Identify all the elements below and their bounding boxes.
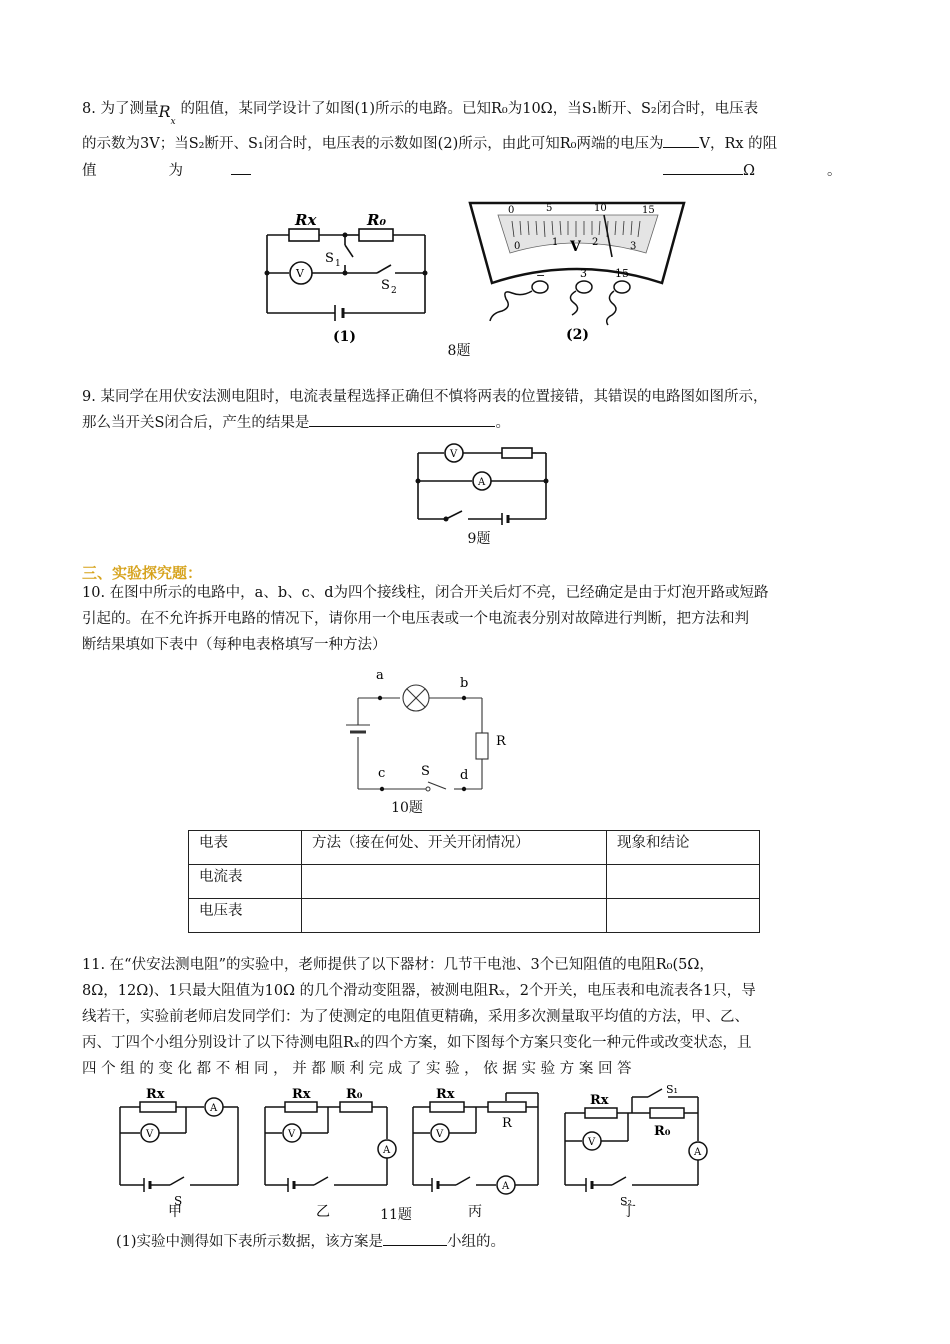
svg-text:R₀: R₀	[346, 1087, 363, 1102]
q9-ammeter-label: A	[478, 477, 486, 488]
svg-text:5: 5	[546, 203, 553, 214]
q11-sub-1: (1)实验中测得如下表所示数据，该方案是 小组的。	[116, 1229, 902, 1255]
dial-unit-label: V	[570, 239, 581, 255]
table-header-cell: 电表	[189, 831, 302, 865]
q10-answer-table	[188, 830, 760, 933]
q10-caption: 10题	[391, 800, 423, 816]
svg-text:S₂: S₂	[620, 1195, 632, 1208]
q8-line-3: 值 为 Ω 。	[82, 158, 868, 184]
svg-text:15: 15	[642, 205, 655, 216]
q8-line-2: 的示数为3V；当S₂断开、S₁闭合时，电压表的示数如图(2)所示，由此可知R₀两端的电压为 V，Rx 的阻	[82, 131, 868, 157]
q9-caption: 9题	[467, 531, 491, 547]
svg-text:Rx: Rx	[292, 1087, 311, 1102]
scheme-label-ding: 丁	[622, 1204, 636, 1220]
q10-line-3: 断结果填如下表中（每种电表格填写一种方法）	[82, 637, 387, 653]
fig1-r0-label: R₀	[367, 211, 387, 229]
q11-line-4: 丙、丁四个小组分别设计了以下待测电阻Rₓ的四个方案，如下图每个方案只变化一种元件或改变状态，且	[82, 1035, 752, 1051]
q8-line1-rest: 的阻值，某同学设计了如图(1)所示的电路。已知R₀为10Ω，当S₁断开、S₂闭合时，电压表	[180, 101, 759, 117]
q8-blank-rx[interactable]	[663, 160, 743, 175]
svg-text:10: 10	[594, 203, 607, 214]
q9-line-1: 9. 某同学在用伏安法测电阻时，电流表量程选择正确但不慎将两表的位置接错，其错误的电路图如图所示，	[82, 389, 768, 405]
q8-caption: 8题	[447, 343, 471, 359]
fig1-s2-label: S	[381, 278, 390, 293]
q8-blank-voltage[interactable]	[663, 133, 699, 148]
answer-cell-ammeter-method[interactable]	[302, 865, 607, 899]
fig1-rx-label: Rx	[295, 211, 317, 229]
q9-line-2: 那么当开关S闭合后，产生的结果是 。	[82, 410, 868, 436]
svg-text:Rx: Rx	[590, 1093, 609, 1108]
fig1-voltmeter-label: V	[296, 267, 304, 280]
answer-cell-voltmeter-result[interactable]	[607, 899, 760, 933]
q8-blank-rx-short[interactable]	[231, 160, 251, 175]
section-heading: 三、实验探究题：	[82, 564, 203, 582]
terminal-d-label: d	[460, 768, 469, 783]
svg-text:V: V	[146, 1129, 154, 1140]
q11-line-5: 四 个 组 的 变 化 都 不 相 同 ， 并 都 顺 利 完 成 了 实 验 ， 依 据 实 验 方 案 回 答	[82, 1061, 632, 1077]
svg-text:3: 3	[630, 241, 637, 252]
q10-line-1: 10. 在图中所示的电路中，a、b、c、d为四个接线柱，闭合开关后灯不亮，已经确定是由于灯泡开路或短路	[82, 585, 769, 601]
table-header-cell: 方法（接在何处、开关开闭情况）	[302, 831, 607, 865]
q9-answer-blank[interactable]	[309, 412, 495, 427]
svg-text:0: 0	[514, 241, 521, 252]
switch-s-label: S	[421, 764, 430, 779]
svg-text:A: A	[694, 1147, 702, 1158]
scheme-label-bing: 丙	[468, 1204, 482, 1220]
svg-text:R: R	[502, 1116, 512, 1131]
answer-cell-voltmeter-method[interactable]	[302, 899, 607, 933]
svg-text:2: 2	[592, 237, 599, 248]
q11-line-1: 11. 在“伏安法测电阻”的实验中，老师提供了以下器材：几节干电池、3个已知阻值的电阻R₀(5Ω，	[82, 957, 714, 973]
answer-cell-ammeter-result[interactable]	[607, 865, 760, 899]
q11-circuit-diagrams	[110, 1085, 710, 1220]
svg-text:3: 3	[580, 267, 587, 280]
q11-sub1-blank[interactable]	[383, 1231, 447, 1246]
svg-text:0: 0	[508, 205, 515, 216]
svg-text:S₁: S₁	[666, 1083, 678, 1096]
q11-line-2: 8Ω，12Ω)、1只最大阻值为10Ω 的几个滑动变阻器，被测电阻Rₓ，2个开关，电压表和电流表各1只，导	[82, 983, 756, 999]
q8-circuit-diagram	[255, 205, 440, 345]
fig1-caption: (1)	[333, 329, 356, 345]
scheme-label-yi: 乙	[316, 1204, 330, 1220]
svg-text:15: 15	[615, 267, 629, 280]
terminal-a-label: a	[376, 668, 384, 683]
svg-text:R₀: R₀	[654, 1124, 671, 1139]
q9-circuit-diagram	[412, 437, 552, 529]
terminal-c-label: c	[378, 766, 386, 781]
svg-text:V: V	[588, 1137, 596, 1148]
table-header-row	[189, 831, 760, 865]
q10-line-2: 引起的。在不允许拆开电路的情况下，请你用一个电压表或一个电流表分别对故障进行判断，把方法和判	[82, 611, 749, 627]
table-header-cell: 现象和结论	[607, 831, 760, 865]
svg-text:1: 1	[335, 259, 341, 269]
svg-text:S: S	[174, 1194, 183, 1208]
svg-text:A: A	[210, 1103, 218, 1114]
svg-text:1: 1	[552, 237, 559, 248]
q10-circuit-diagram	[340, 665, 520, 797]
table-row	[189, 899, 760, 933]
resistor-r-label: R	[496, 734, 506, 749]
svg-text:A: A	[502, 1181, 510, 1192]
scheme-label-jia: 甲	[168, 1204, 182, 1220]
svg-text:−: −	[536, 269, 546, 282]
q11-caption: 11题	[380, 1207, 412, 1223]
q11-line-3: 线若干，实验前老师启发同学们：为了使测定的电阻值更精确，采用多次测量取平均值的方法，甲、乙、	[82, 1009, 749, 1025]
fig1-s1-label: S	[325, 251, 334, 266]
svg-text:V: V	[436, 1129, 444, 1140]
svg-text:A: A	[383, 1145, 391, 1156]
svg-text:2: 2	[391, 286, 397, 296]
q8-line-1: 8. 为了测量 R x 的阻值，某同学设计了如图(1)所示的电路。已知R₀为10Ω，当S₁断开、S₂闭合时，电压表	[82, 101, 759, 127]
q9-voltmeter-label: V	[450, 449, 458, 460]
table-cell: 电流表	[189, 865, 302, 899]
fig2-caption: (2)	[566, 327, 589, 343]
table-row	[189, 865, 760, 899]
svg-text:Rx: Rx	[436, 1087, 455, 1102]
terminal-b-label: b	[460, 676, 469, 691]
svg-text:Rx: Rx	[146, 1087, 165, 1102]
svg-text:V: V	[288, 1129, 296, 1140]
table-cell: 电压表	[189, 899, 302, 933]
q8-voltmeter-dial	[462, 185, 692, 345]
q8-prefix: 8. 为了测量	[82, 101, 159, 117]
